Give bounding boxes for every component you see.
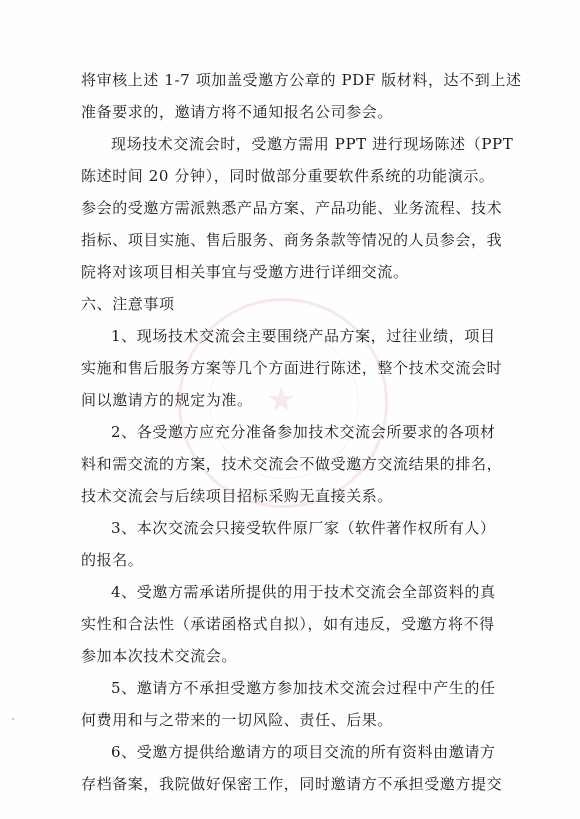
text-line: 实施和售后服务方案等几个方面进行陈述，整个技术交流会时 bbox=[81, 359, 503, 377]
list-item-5-line: 5、邀请方不承担受邀方参加技术交流会过程中产生的任 bbox=[111, 679, 496, 697]
text-line: 何费用和与之带来的一切风险、责任、后果。 bbox=[81, 711, 394, 729]
list-item-6-line: 6、受邀方提供给邀请方的项目交流的所有资料由邀请方 bbox=[111, 743, 496, 761]
text-line: 准备要求的，邀请方将不通知报名公司参会。 bbox=[81, 103, 394, 121]
text-line: 将审核上述 1-7 项加盖受邀方公章的 PDF 版材料，达不到上述 bbox=[81, 71, 522, 89]
text-line: 实性和合法性（承诺函格式自拟），如有违反，受邀方将不得 bbox=[81, 615, 495, 633]
text-line: 的报名。 bbox=[81, 551, 144, 569]
document-body bbox=[81, 64, 522, 800]
text-line: 间以邀请方的规定为准。 bbox=[81, 391, 253, 409]
text-line: 技术交流会与后续项目招标采购无直接关系。 bbox=[81, 487, 394, 505]
text-line: 参会的受邀方需派熟悉产品方案、产品功能、业务流程、技术 bbox=[81, 199, 503, 217]
text-line: 存档备案，我院做好保密工作，同时邀请方不承担受邀方提交 bbox=[81, 775, 503, 793]
list-item-1-line: 1、现场技术交流会主要围绕产品方案，过往业绩，项目 bbox=[111, 327, 496, 345]
list-item-4-line: 4、受邀方需承诺所提供的用于技术交流会全部资料的真 bbox=[111, 583, 496, 601]
scan-speck bbox=[12, 718, 14, 720]
text-line: 参加本次技术交流会。 bbox=[81, 647, 238, 665]
text-line: 院将对该项目相关事宜与受邀方进行详细交流。 bbox=[81, 263, 409, 281]
seal-star-icon: ★ bbox=[266, 380, 297, 420]
section-heading: 六、注意事项 bbox=[81, 295, 175, 313]
list-item-3-line: 3、本次交流会只接受软件原厂家（软件著作权所有人） bbox=[111, 519, 496, 537]
text-line: 指标、项目实施、售后服务、商务条款等情况的人员参会，我 bbox=[81, 231, 503, 249]
text-line: 陈述时间 20 分钟），同时做部分重要软件系统的功能演示。 bbox=[81, 167, 495, 185]
paragraph-start-line: 现场技术交流会时，受邀方需用 PPT 进行现场陈述（PPT bbox=[111, 135, 514, 153]
text-line: 料和需交流的方案，技术交流会不做受邀方交流结果的排名， bbox=[81, 455, 503, 473]
list-item-2-line: 2、各受邀方应充分准备参加技术交流会所要求的各项材 bbox=[111, 423, 496, 441]
